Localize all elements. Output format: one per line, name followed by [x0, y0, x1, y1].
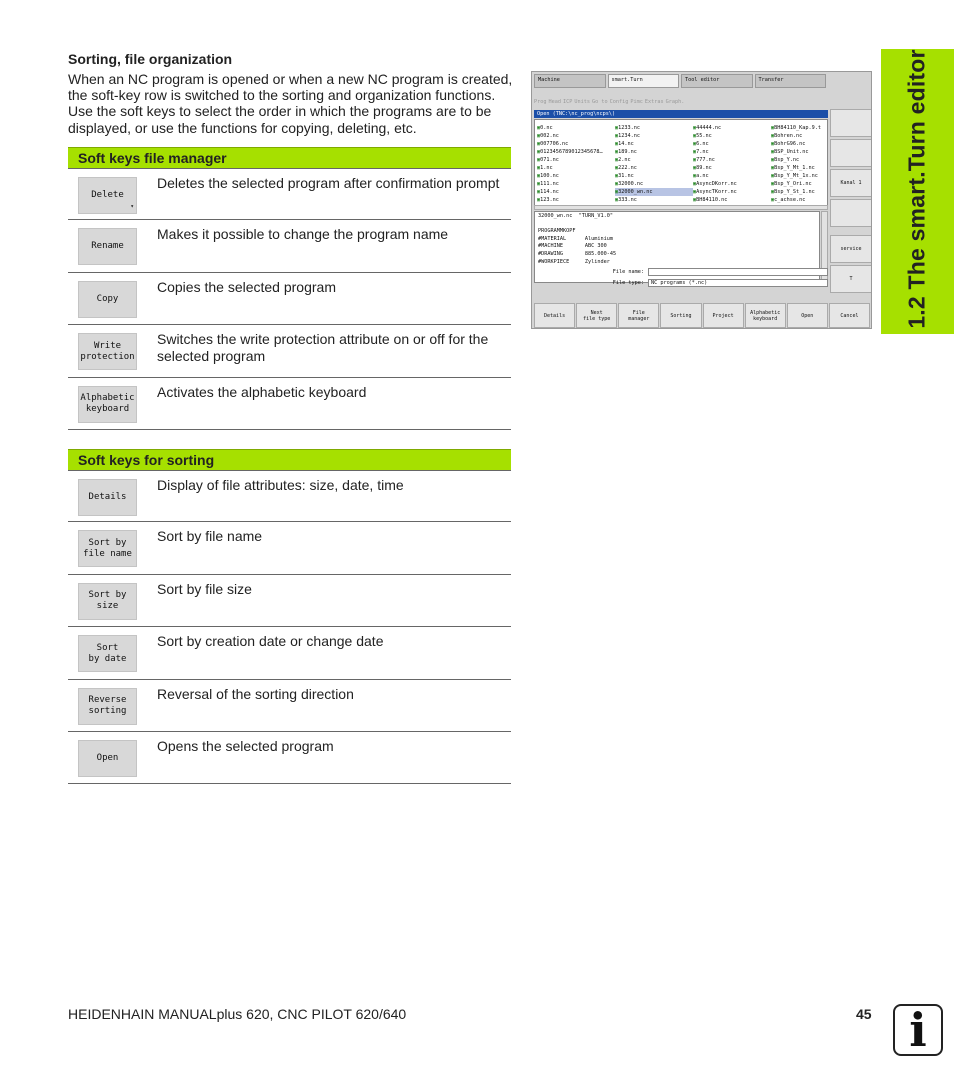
project-softkey[interactable]: Project — [703, 303, 744, 328]
file-manager-table — [68, 147, 511, 430]
cancel-softkey[interactable]: Cancel — [829, 303, 870, 328]
table-row — [68, 522, 511, 574]
path-bar: Open (TNC:\nc_prog\ncps\) — [534, 110, 828, 118]
reverse-sorting-softkey[interactable]: Reverse sorting — [78, 688, 137, 725]
table-row — [68, 575, 511, 627]
file-item[interactable]: ▣ a.nc — [693, 172, 771, 180]
blank-softkey[interactable] — [830, 199, 872, 227]
delete-softkey[interactable]: Delete ▾ — [78, 177, 137, 214]
file-name-field — [608, 267, 828, 276]
file-item[interactable]: ▣ 44444.nc — [693, 124, 771, 132]
sorting-table — [68, 449, 511, 784]
softkey-description: Copies the selected program — [157, 278, 336, 295]
file-item[interactable]: ▣ 32000.nc — [615, 180, 693, 188]
tab-machine[interactable]: Machine — [534, 74, 606, 88]
file-item[interactable]: ▣ c_achse.nc — [771, 196, 849, 204]
softkey-description: Sort by file size — [157, 580, 252, 597]
file-item[interactable]: ▣ 14.nc — [615, 140, 693, 148]
open-softkey[interactable]: Open — [78, 740, 137, 777]
info-icon: i — [893, 1004, 943, 1056]
menu-item-graph[interactable]: Graph. — [665, 99, 685, 105]
table-title: Soft keys file manager — [68, 147, 511, 168]
file-item[interactable]: ▣ 222.nc — [615, 164, 693, 172]
file-item[interactable]: ▣ 071.nc — [537, 156, 615, 164]
softkey-description: Sort by file name — [157, 528, 263, 545]
table-row — [68, 273, 511, 325]
file-item[interactable]: ▣ Bohren.nc — [771, 132, 849, 140]
file-item[interactable]: ▣ 333.nc — [615, 196, 693, 204]
menu-item-head[interactable]: Head — [548, 99, 561, 105]
blank-softkey[interactable] — [830, 109, 872, 137]
file-item[interactable]: ▣ 6.nc — [693, 140, 771, 148]
file-item[interactable]: ▣ 1.nc — [537, 164, 615, 172]
horizontal-scrollbar[interactable] — [534, 205, 828, 210]
menu-item-pimc[interactable]: Pimc — [630, 99, 643, 105]
file-item[interactable]: ▣ 0123456789012345678… — [537, 148, 615, 156]
file-item[interactable]: ▣ 100.nc — [537, 172, 615, 180]
softkey-description: Opens the selected program — [157, 737, 334, 754]
file-item[interactable]: ▣ 114.nc — [537, 188, 615, 196]
table-row — [68, 220, 511, 272]
file-item[interactable]: ▣ 007706.nc — [537, 140, 615, 148]
file-item[interactable]: ▣ 89.nc — [693, 164, 771, 172]
table-row — [68, 627, 511, 679]
softkey-description: Reversal of the sorting direction — [157, 685, 354, 702]
file-column — [615, 124, 693, 204]
tab-smart-turn[interactable]: smart.Turn — [608, 74, 680, 88]
file-item[interactable]: ▣ BSP_Unit.nc — [771, 148, 849, 156]
file-item[interactable]: ▣ 55.nc — [693, 132, 771, 140]
menu-item-units[interactable]: Units — [574, 99, 590, 105]
file-item[interactable]: ▣ Bsp_Y_Mt_1.nc — [771, 164, 849, 172]
write-protection-softkey[interactable]: Write protection — [78, 333, 137, 370]
table-row — [68, 378, 511, 430]
details-softkey[interactable]: Details — [78, 479, 137, 516]
file-item[interactable]: ▣ Bsp_Y_Ori.nc — [771, 180, 849, 188]
sorting-softkey[interactable]: Sorting — [660, 303, 701, 328]
file-name-input[interactable] — [648, 268, 828, 276]
file-item[interactable]: ▣ 1233.nc — [615, 124, 693, 132]
chapter-sidebar — [881, 49, 954, 334]
file-item[interactable]: ▣ BohrG96.nc — [771, 140, 849, 148]
file-item[interactable]: ▣ 189.nc — [615, 148, 693, 156]
file-item[interactable]: ▣ 31.nc — [615, 172, 693, 180]
horizontal-softkeys — [534, 303, 870, 328]
table-row — [68, 732, 511, 784]
file-item[interactable]: ▣ 32000_wn.nc — [615, 188, 693, 196]
table-title: Soft keys for sorting — [68, 449, 511, 470]
file-item[interactable]: ▣ 0.nc — [537, 124, 615, 132]
chapter-title: 1.2 The smart.Turn editor — [903, 49, 930, 329]
file-item[interactable]: ▣ AsyncDKorr.nc — [693, 180, 771, 188]
footer-text: HEIDENHAIN MANUALplus 620, CNC PILOT 620/640 — [68, 1006, 407, 1022]
softkey-description: Display of file attributes: size, date, time — [157, 477, 404, 493]
menu-item-go-to[interactable]: Go to — [592, 99, 608, 105]
alphabetic-keyboard-softkey[interactable]: Alphabetic keyboard — [78, 386, 137, 423]
menu-bar — [534, 99, 826, 109]
softkey-description: Deletes the selected program after confirmation prompt — [157, 175, 500, 191]
file-column — [693, 124, 771, 204]
softkey-description: Makes it possible to change the program name — [157, 226, 449, 243]
file-item[interactable]: ▣ 777.nc — [693, 156, 771, 164]
program-preview: 32000_wn.nc "TURN_V1.0" PROGRAMMKOPF #MATERIAL Aluminium #MACHINE ABC 300 #DRAWING 885.000-45 #WORKPIECE Zylinder — [534, 211, 820, 283]
menu-item-icp[interactable]: ICP — [563, 99, 573, 105]
file-list — [534, 119, 828, 206]
file-item[interactable]: ▣ 1234.nc — [615, 132, 693, 140]
table-row — [68, 470, 511, 522]
sort-by-date-softkey[interactable]: Sort by date — [78, 635, 137, 672]
chevron-down-icon: ▾ — [130, 203, 134, 210]
alphabetic-keyboard-softkey[interactable]: Alphabetic keyboard — [745, 303, 786, 328]
file-column — [537, 124, 615, 204]
service-softkey[interactable]: service — [830, 235, 872, 263]
open-softkey[interactable]: Open — [787, 303, 828, 328]
menu-item-config[interactable]: Config — [609, 99, 629, 105]
file-type-select[interactable]: NC programs (*.nc) — [648, 279, 828, 287]
blank-softkey[interactable] — [830, 139, 872, 167]
table-row — [68, 325, 511, 377]
file-item[interactable]: ▣ Bsp_Y_St_1.nc — [771, 188, 849, 196]
file-item[interactable]: ▣ BH84110_Kap.9.t — [771, 124, 849, 132]
intro-paragraph: When an NC program is opened or when a new NC program is created, the soft-key row is switched to the sorting and organization functions. Use the soft keys to select the order in which the programs are to be displayed, or use the functions for copying, deleting, etc. — [68, 71, 513, 136]
file-item[interactable]: ▣ 111.nc — [537, 180, 615, 188]
menu-item-extras[interactable]: Extras — [644, 99, 664, 105]
file-name-label: File name: — [612, 268, 644, 275]
file-item[interactable]: ▣ 2.nc — [615, 156, 693, 164]
details-softkey[interactable]: Details — [534, 303, 575, 328]
file-item[interactable]: ▣ BH84110.nc — [693, 196, 771, 204]
kanal-1-softkey[interactable]: Kanal 1 — [830, 169, 872, 197]
file-item[interactable]: ▣ 002.nc — [537, 132, 615, 140]
sort-by-file-name-softkey[interactable]: Sort by file name — [78, 530, 137, 567]
menu-item-prog[interactable]: Prog — [534, 99, 547, 105]
table-row — [68, 168, 511, 220]
page-number: 45 — [856, 1006, 872, 1022]
file-manager-softkey[interactable]: File manager — [618, 303, 659, 328]
table-row — [68, 680, 511, 732]
softkey-description: Activates the alphabetic keyboard — [157, 383, 367, 400]
file-type-label: File type: — [612, 279, 644, 286]
sort-by-size-softkey[interactable]: Sort by size — [78, 583, 137, 620]
tab-transfer[interactable]: Transfer — [755, 74, 827, 88]
file-type-field — [608, 278, 828, 287]
mode-tabs — [534, 74, 826, 88]
section-heading: Sorting, file organization — [68, 51, 233, 67]
next-file-type-softkey[interactable]: Next file type — [576, 303, 617, 328]
file-item[interactable]: ▣ AsyncTKorr.nc — [693, 188, 771, 196]
tab-tool-editor[interactable]: Tool editor — [681, 74, 753, 88]
rename-softkey[interactable]: Rename — [78, 228, 137, 265]
file-item[interactable]: ▣ 123.nc — [537, 196, 615, 204]
softkey-description: Switches the write protection attribute on or off for the selected program — [157, 331, 489, 364]
copy-softkey[interactable]: Copy — [78, 281, 137, 318]
control-screenshot — [531, 71, 872, 329]
t-softkey[interactable]: T — [830, 265, 872, 293]
file-item[interactable]: ▣ Bsp_Y.nc — [771, 156, 849, 164]
file-item[interactable]: ▣ 7.nc — [693, 148, 771, 156]
file-item[interactable]: ▣ Bsp_Y_Mt_1x.nc — [771, 172, 849, 180]
softkey-description: Sort by creation date or change date — [157, 633, 384, 650]
